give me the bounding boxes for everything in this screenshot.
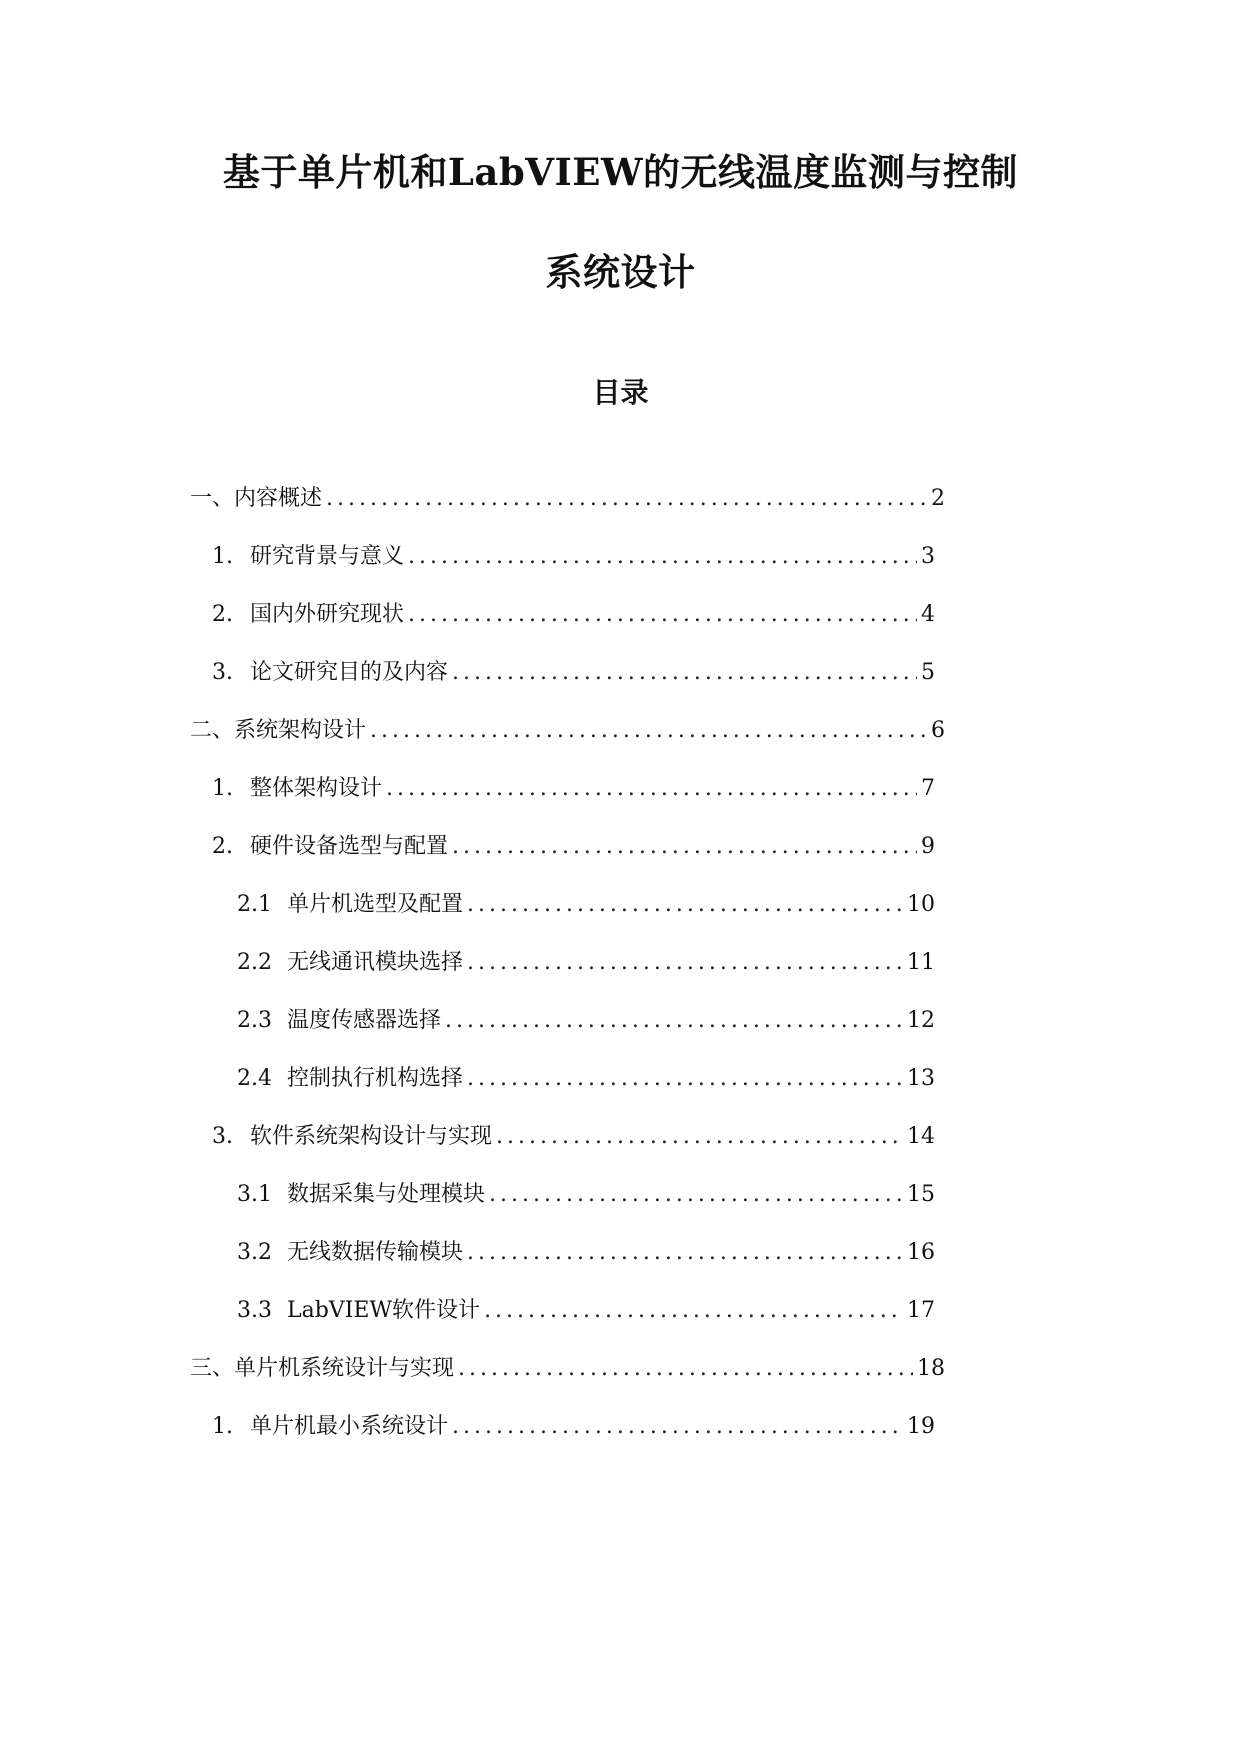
toc-entry-page-number: 4 — [921, 602, 935, 627]
toc-dot-leader — [467, 1064, 903, 1094]
toc-entry[interactable] — [237, 1064, 935, 1094]
toc-entry-page-number: 10 — [907, 892, 935, 917]
toc-entry-number: 2.3 — [237, 1008, 272, 1033]
toc-dot-leader — [458, 1354, 913, 1384]
toc-dot-leader — [386, 774, 917, 804]
toc-entry-title: 系统架构设计 — [234, 718, 367, 743]
toc-entry[interactable] — [190, 1354, 945, 1384]
toc-entry-page-number: 5 — [921, 660, 935, 685]
toc-entry[interactable] — [212, 658, 935, 688]
toc-entry-title: 软件系统架构设计与实现 — [250, 1124, 493, 1149]
toc-entry-title: 控制执行机构选择 — [287, 1066, 464, 1091]
toc-entry-number: 2.2 — [237, 950, 272, 975]
toc-entry[interactable] — [212, 1122, 935, 1152]
toc-entry-title: 内容概述 — [234, 486, 323, 511]
toc-entry[interactable] — [237, 948, 935, 978]
toc-entry[interactable] — [212, 774, 935, 804]
toc-entry-page-number: 9 — [921, 834, 935, 859]
toc-entry-number: 2.4 — [237, 1066, 272, 1091]
toc-entry[interactable] — [190, 484, 945, 514]
toc-entry-title: 国内外研究现状 — [250, 602, 405, 627]
toc-entry[interactable] — [237, 1180, 935, 1210]
toc-entry-page-number: 11 — [907, 950, 935, 975]
toc-dot-leader — [496, 1122, 903, 1152]
document-title-line-2: 系统设计 — [545, 250, 696, 294]
toc-entry-title: 单片机选型及配置 — [287, 892, 464, 917]
toc-dot-leader — [408, 542, 917, 572]
toc-entry-title: 研究背景与意义 — [250, 544, 405, 569]
toc-entry-number: 2. — [212, 834, 233, 859]
toc-entry-number: 3.1 — [237, 1182, 272, 1207]
toc-entry[interactable] — [212, 600, 935, 630]
toc-entry-page-number: 15 — [907, 1182, 935, 1207]
toc-dot-leader — [467, 1238, 903, 1268]
toc-entry-page-number: 19 — [907, 1414, 935, 1439]
toc-entry[interactable] — [237, 1006, 935, 1036]
document-title-line-1: 基于单片机和LabVIEW的无线温度监测与控制 — [222, 150, 1019, 194]
toc-entry[interactable] — [212, 832, 935, 862]
toc-dot-leader — [467, 890, 903, 920]
toc-entry-title: 论文研究目的及内容 — [250, 660, 449, 685]
toc-entry-number: 2. — [212, 602, 233, 627]
toc-entry-page-number: 7 — [921, 776, 935, 801]
toc-entry-page-number: 6 — [931, 718, 945, 743]
toc-entry-page-number: 16 — [907, 1240, 935, 1265]
toc-entry-page-number: 18 — [917, 1356, 945, 1381]
toc-dot-leader — [326, 484, 927, 514]
toc-entry[interactable] — [212, 1412, 935, 1442]
toc-entry[interactable] — [212, 542, 935, 572]
toc-entry[interactable] — [190, 716, 945, 746]
toc-entry-title: LabVIEW软件设计 — [287, 1298, 481, 1323]
toc-entry-title: 数据采集与处理模块 — [287, 1182, 486, 1207]
toc-entry-title: 单片机系统设计与实现 — [234, 1356, 455, 1381]
toc-entry-title: 温度传感器选择 — [287, 1008, 442, 1033]
toc-entry-number: 二、 — [190, 718, 235, 743]
toc-dot-leader — [370, 716, 927, 746]
toc-entry[interactable] — [237, 890, 935, 920]
toc-entry-page-number: 3 — [921, 544, 935, 569]
toc-entry-page-number: 13 — [907, 1066, 935, 1091]
toc-entry-title: 无线数据传输模块 — [287, 1240, 464, 1265]
toc-entry[interactable] — [237, 1296, 935, 1326]
toc-dot-leader — [489, 1180, 903, 1210]
toc-heading: 目录 — [592, 376, 649, 409]
toc-dot-leader — [452, 658, 917, 688]
toc-entry-page-number: 17 — [907, 1298, 935, 1323]
toc-entry-title: 整体架构设计 — [250, 776, 383, 801]
toc-dot-leader — [452, 1412, 903, 1442]
toc-entry-title: 无线通讯模块选择 — [287, 950, 464, 975]
toc-entry-number: 1. — [212, 544, 233, 569]
toc-entry-number: 2.1 — [237, 892, 272, 917]
toc-entry-number: 3.2 — [237, 1240, 272, 1265]
toc-entry-title: 硬件设备选型与配置 — [250, 834, 449, 859]
toc-entry-number: 一、 — [190, 486, 235, 511]
toc-entry-number: 3.3 — [237, 1298, 272, 1323]
toc-dot-leader — [445, 1006, 903, 1036]
toc-entry-title: 单片机最小系统设计 — [250, 1414, 449, 1439]
toc-dot-leader — [467, 948, 903, 978]
toc-entry-page-number: 2 — [931, 486, 945, 511]
toc-dot-leader — [452, 832, 917, 862]
toc-entry-number: 3. — [212, 660, 233, 685]
toc-entry-number: 1. — [212, 776, 233, 801]
toc-entry-page-number: 12 — [907, 1008, 935, 1033]
toc-dot-leader — [484, 1296, 903, 1326]
toc-entry[interactable] — [237, 1238, 935, 1268]
toc-dot-leader — [408, 600, 917, 630]
toc-entry-number: 1. — [212, 1414, 233, 1439]
toc-entry-page-number: 14 — [907, 1124, 935, 1149]
toc-entry-number: 三、 — [190, 1356, 235, 1381]
toc-entry-number: 3. — [212, 1124, 233, 1149]
